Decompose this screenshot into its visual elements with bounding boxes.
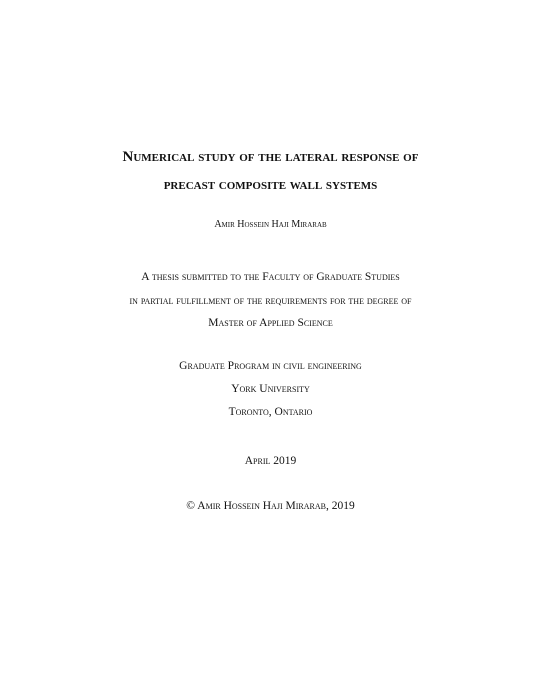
thesis-title-line-1: Numerical study of the lateral response of: [122, 149, 419, 165]
thesis-title-line-2: precast composite wall systems: [163, 177, 378, 193]
university-name: York University: [231, 383, 310, 395]
university-location: Toronto, Ontario: [228, 406, 313, 418]
thesis-statement-line-2: in partial fulfillment of the requirements for the degree of: [129, 295, 412, 307]
submission-date: April 2019: [244, 455, 297, 467]
copyright-notice: © Amir Hossein Haji Mirarab, 2019: [186, 500, 355, 512]
graduate-program: Graduate Program in civil engineering: [179, 360, 362, 372]
thesis-statement-line-3: Master of Applied Science: [208, 317, 333, 329]
thesis-statement-line-1: A thesis submitted to the Faculty of Graduate Studies: [141, 271, 400, 283]
author-name: Amir Hossein Haji Mirarab: [214, 219, 327, 230]
